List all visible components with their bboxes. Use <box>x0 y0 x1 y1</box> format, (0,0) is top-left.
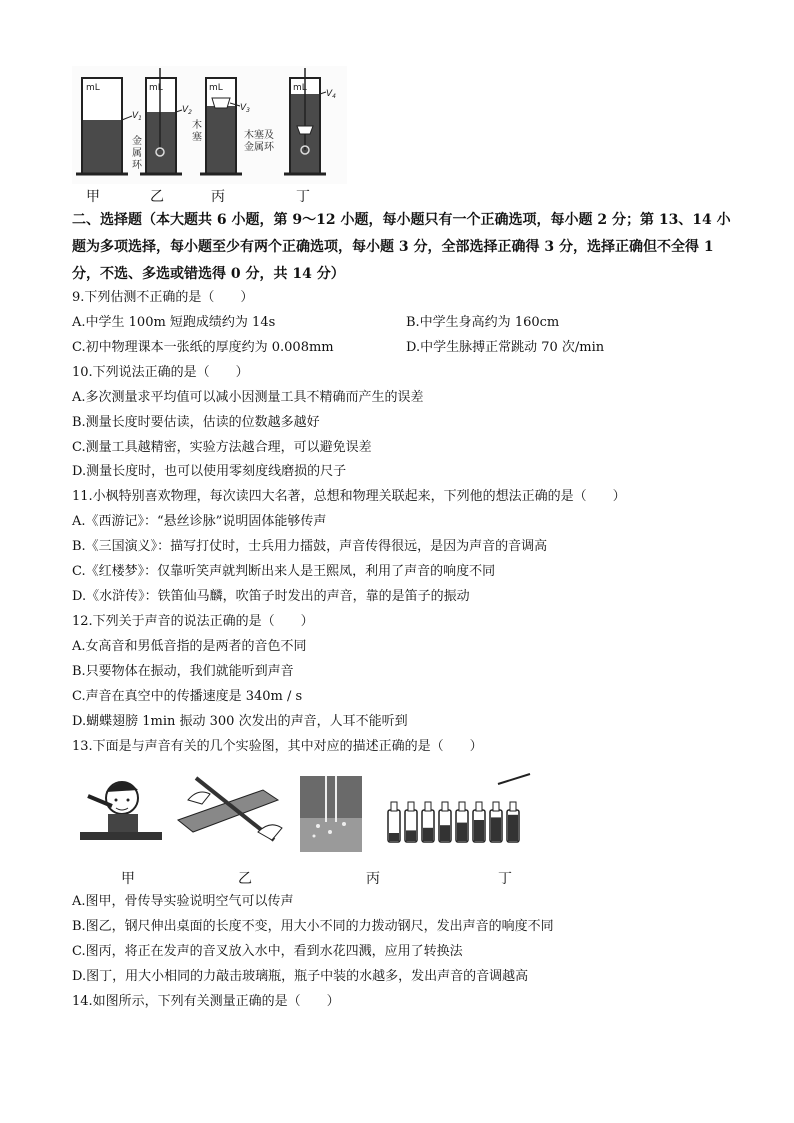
q9-option-d: D.中学生脉搏正常跳动 70 次/min <box>406 340 605 355</box>
bottle-neck <box>493 802 499 811</box>
bottle-water <box>389 833 399 841</box>
unit-label: mL <box>86 83 100 93</box>
unit-label: mL <box>293 83 307 93</box>
q11-option-d: D.《水浒传》：铁笛仙马麟，吹笛子时发出的声音，靠的是笛子的振动 <box>72 589 470 604</box>
bottles-illustration <box>388 774 530 842</box>
q13-caption-jia: 甲 <box>121 871 135 887</box>
caption-yi: 乙 <box>150 189 164 205</box>
section-heading: 二、选择题（本大题共 6 小题，第 9～12 小题，每小题只有一个正确选项，每小题 2 分；第 13、14 小题为多项选择，每小题至少有两个正确选项，每小题 3 分，全部选择正确得 3 分，选择正确但不全得 1 分，不选、多选或错选得 0 分，共 14 分） <box>72 212 731 282</box>
note-yi-1: 金 <box>132 136 142 147</box>
caption-ding: 丁 <box>296 189 310 205</box>
bottle-water <box>423 828 433 841</box>
bottle-water <box>440 825 450 841</box>
q13-option-c: C.图丙，将正在发声的音叉放入水中，看到水花四溅，应用了转换法 <box>72 944 463 959</box>
caption-bing: 丙 <box>211 189 225 205</box>
q10-option-a: A.多次测量求平均值可以减小因测量工具不精确而产生的误差 <box>72 390 424 405</box>
v1-label: $V_1$ <box>132 111 142 122</box>
bottle-neck <box>459 802 465 811</box>
q14-stem: 14.如图所示，下列有关测量正确的是（ ） <box>72 994 340 1009</box>
cylinder-figure <box>72 66 347 184</box>
q10-option-d: D.测量长度时，也可以使用零刻度线磨损的尺子 <box>72 464 347 479</box>
q13-option-b: B.图乙，钢尺伸出桌面的长度不变，用大小不同的力拨动钢尺，发出声音的响度不同 <box>72 919 554 934</box>
q13-caption-yi: 乙 <box>238 871 252 887</box>
q11-option-a: A.《西游记》：“悬丝诊脉”说明固体能够传声 <box>72 514 327 529</box>
q13-option-a: A.图甲，骨传导实验说明空气可以传声 <box>72 894 294 909</box>
note-yi-2: 属 <box>132 148 142 159</box>
q13-option-d: D.图丁，用大小相同的力敲击玻璃瓶，瓶子中装的水越多，发出声音的音调越高 <box>72 969 529 984</box>
bottle-water <box>406 830 416 841</box>
q13-caption-ding: 丁 <box>498 871 512 887</box>
bottle-neck <box>476 802 482 811</box>
q12-option-a: A.女高音和男低音指的是两者的音色不同 <box>72 639 307 654</box>
bone-conduction-illustration <box>80 782 162 840</box>
q12-option-d: D.蝴蝶翅膀 1min 振动 300 次发出的声音，人耳不能听到 <box>72 714 408 729</box>
q10-stem: 10.下列说法正确的是（ ） <box>72 365 249 380</box>
q11-option-c: C.《红楼梦》：仅靠听笑声就判断出来人是王熙凤，利用了声音的响度不同 <box>72 564 496 579</box>
sound-experiments-figure <box>78 770 538 860</box>
v4-label: $V_4$ <box>326 89 336 100</box>
bottle-water <box>474 820 484 841</box>
bottle-neck <box>425 802 431 811</box>
bottle-neck <box>510 802 516 811</box>
q9-option-a: A.中学生 100m 短跑成绩约为 14s <box>72 315 276 330</box>
q10-option-c: C.测量工具越精密，实验方法越合理，可以避免误差 <box>72 440 372 455</box>
q9-option-c: C.初中物理课本一张纸的厚度约为 0.008mm <box>72 340 334 355</box>
q9-stem: 9.下列估测不正确的是（ ） <box>72 290 254 305</box>
bottle-neck <box>442 802 448 811</box>
v2-label: $V_2$ <box>182 105 192 116</box>
note-bing-2: 塞 <box>192 132 202 143</box>
note-ding-1: 木塞及 <box>244 130 274 141</box>
bottle-neck <box>408 802 414 811</box>
note-yi-3: 环 <box>132 160 142 171</box>
q12-option-c: C.声音在真空中的传播速度是 340m / s <box>72 689 303 704</box>
q11-option-b: B.《三国演义》：描写打仗时，士兵用力擂鼓，声音传得很远，是因为声音的音调高 <box>72 539 548 554</box>
unit-label: mL <box>149 83 163 93</box>
q12-option-b: B.只要物体在振动，我们就能听到声音 <box>72 664 294 679</box>
q11-stem: 11.小枫特别喜欢物理，每次读四大名著，总想和物理关联起来，下列他的想法正确的是（ ） <box>72 489 626 504</box>
v3-label: $V_3$ <box>240 103 250 114</box>
q10-option-b: B.测量长度时要估读，估读的位数越多越好 <box>72 415 320 430</box>
q9-option-b: B.中学生身高约为 160cm <box>406 315 560 330</box>
bottle-water <box>457 823 467 841</box>
tuning-fork-water-illustration <box>300 776 362 852</box>
note-bing-1: 木 <box>192 120 202 131</box>
q12-stem: 12.下列关于声音的说法正确的是（ ） <box>72 614 314 629</box>
q13-caption-bing: 丙 <box>366 871 380 887</box>
note-ding-2: 金属环 <box>244 142 274 153</box>
unit-label: mL <box>209 83 223 93</box>
q13-stem: 13.下面是与声音有关的几个实验图，其中对应的描述正确的是（ ） <box>72 739 483 754</box>
bottle-water <box>491 817 501 841</box>
ruler-illustration <box>178 778 282 840</box>
bottle-water <box>508 815 518 841</box>
bottle-neck <box>391 802 397 811</box>
caption-jia: 甲 <box>86 189 100 205</box>
